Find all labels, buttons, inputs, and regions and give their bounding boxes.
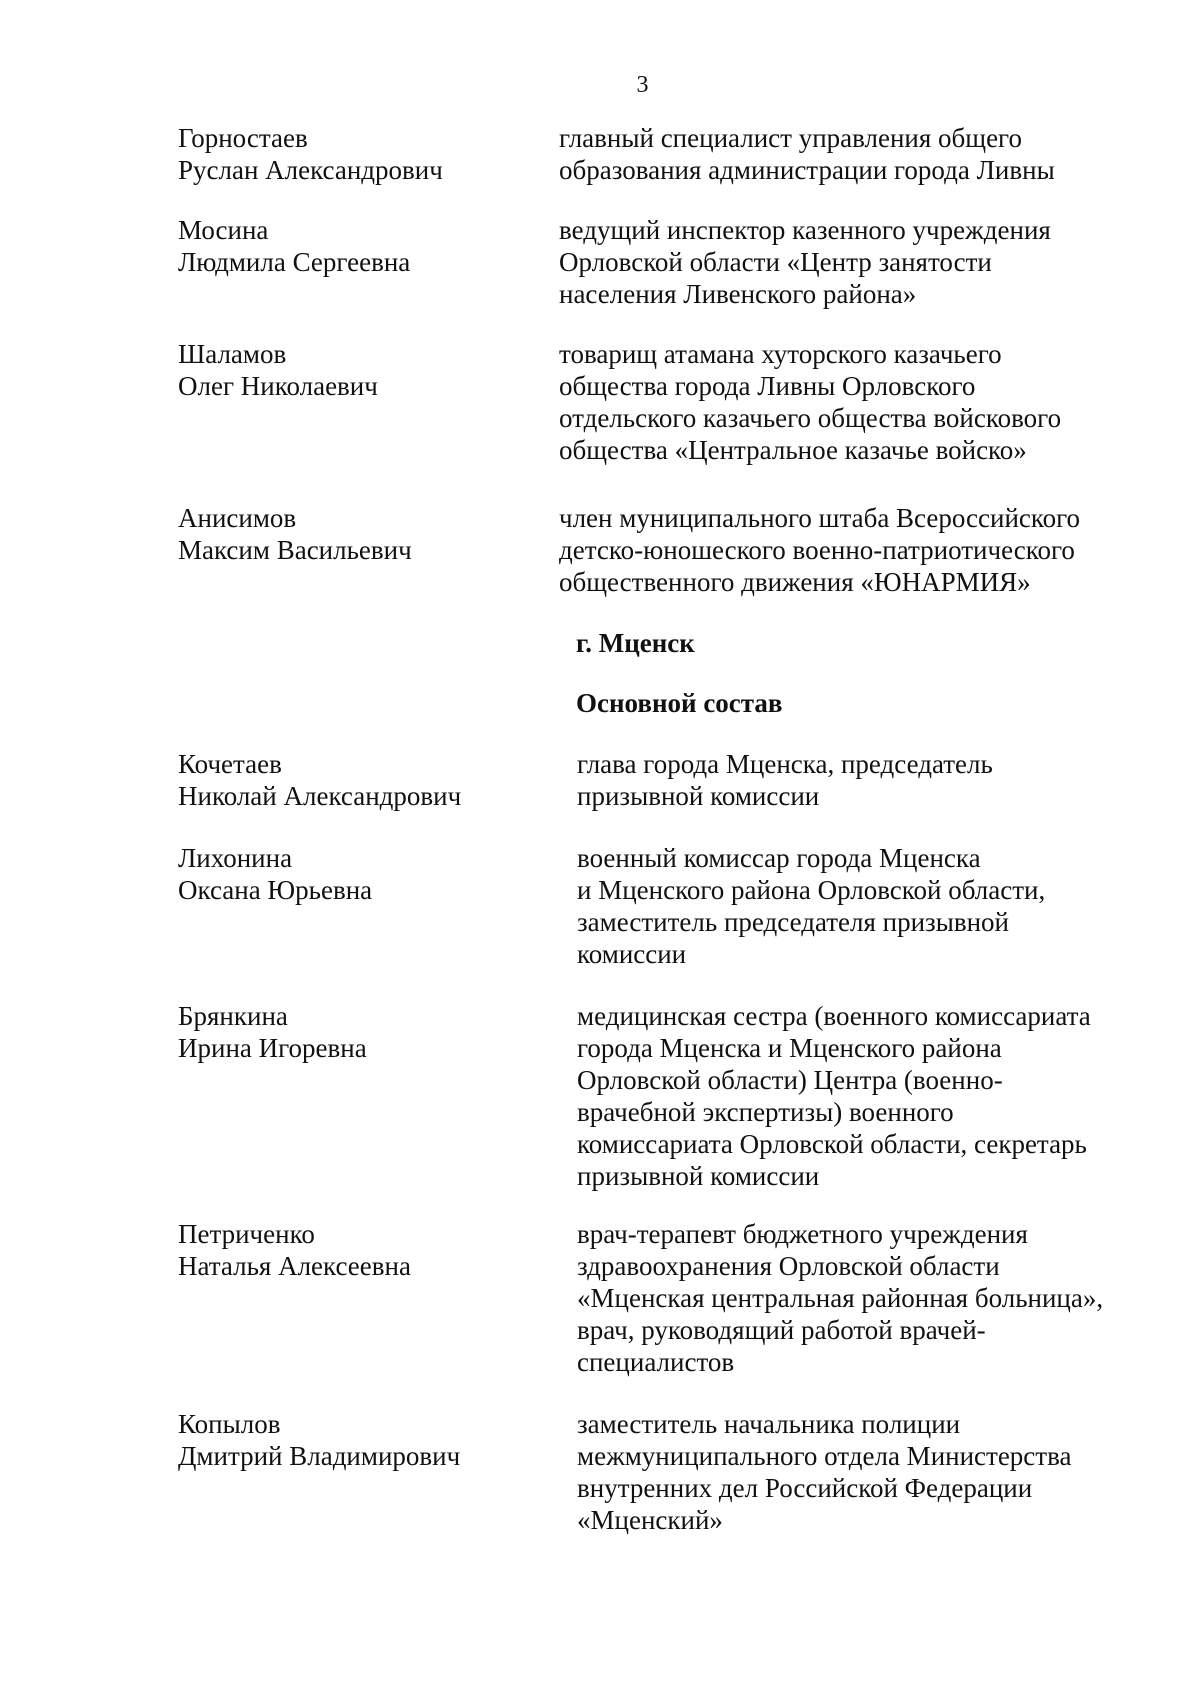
member-role	[559, 122, 1159, 186]
role-line: отдельского казачьего общества войскового	[559, 403, 1062, 433]
role-line: общества «Центральное казачье войско»	[559, 435, 1027, 465]
role-line: специалистов	[577, 1347, 735, 1377]
member-name	[178, 1000, 538, 1064]
member-given-names: Дмитрий Владимирович	[178, 1441, 461, 1471]
member-surname: Анисимов	[178, 503, 297, 533]
member-given-names: Максим Васильевич	[178, 535, 412, 565]
member-role	[577, 842, 1177, 970]
role-line: заместитель председателя призывной	[577, 907, 1009, 937]
role-line: населения Ливенского района»	[559, 279, 917, 309]
member-surname: Шаламов	[178, 339, 287, 369]
member-surname: Брянкина	[178, 1001, 288, 1031]
role-line: внутренних дел Российской Федерации	[577, 1473, 1033, 1503]
role-line: межмуниципального отдела Министерства	[577, 1441, 1072, 1471]
member-role	[577, 1000, 1177, 1192]
role-line: ведущий инспектор казенного учреждения	[559, 215, 1051, 245]
member-role	[577, 1408, 1177, 1536]
role-line: детско-юношеского военно-патриотического	[559, 535, 1075, 565]
role-line: главный специалист управления общего	[559, 123, 1022, 153]
section-subtitle-heading: Основной состав	[576, 688, 783, 718]
role-line: Орловской области «Центр занятости	[559, 247, 992, 277]
role-line: общественного движения «ЮНАРМИЯ»	[559, 567, 1031, 597]
role-line: здравоохранения Орловской области	[577, 1251, 1000, 1281]
member-name	[178, 1408, 538, 1472]
member-given-names: Николай Александрович	[178, 781, 462, 811]
page-number: 3	[636, 72, 649, 98]
role-line: врач, руководящий работой врачей-	[577, 1315, 986, 1345]
role-line: медицинская сестра (военного комиссариата	[577, 1001, 1091, 1031]
role-line: призывной комиссии	[577, 781, 820, 811]
member-surname: Горностаев	[178, 123, 308, 153]
member-surname: Мосина	[178, 215, 269, 245]
member-name	[178, 214, 538, 278]
member-surname: Лихонина	[178, 843, 293, 873]
role-line: «Мценская центральная районная больница»,	[577, 1283, 1104, 1313]
member-role	[559, 214, 1159, 310]
role-line: глава города Мценска, председатель	[577, 749, 993, 779]
member-surname: Копылов	[178, 1409, 281, 1439]
member-name	[178, 338, 538, 402]
role-line: заместитель начальника полиции	[577, 1409, 961, 1439]
member-name	[178, 122, 538, 186]
member-given-names: Ирина Игоревна	[178, 1033, 367, 1063]
member-given-names: Наталья Алексеевна	[178, 1251, 411, 1281]
member-given-names: Оксана Юрьевна	[178, 875, 373, 905]
role-line: Орловской области) Центра (военно-	[577, 1065, 1003, 1095]
member-name	[178, 748, 538, 812]
role-line: товарищ атамана хуторского казачьего	[559, 339, 1002, 369]
role-line: врач-терапевт бюджетного учреждения	[577, 1219, 1028, 1249]
role-line: член муниципального штаба Всероссийского	[559, 503, 1081, 533]
role-line: общества города Ливны Орловского	[559, 371, 976, 401]
member-given-names: Руслан Александрович	[178, 155, 443, 185]
member-name	[178, 1218, 538, 1282]
member-name	[178, 842, 538, 906]
role-line: «Мценский»	[577, 1505, 723, 1535]
role-line: комиссариата Орловской области, секретарь	[577, 1129, 1087, 1159]
member-given-names: Людмила Сергеевна	[178, 247, 411, 277]
member-surname: Петриченко	[178, 1219, 315, 1249]
role-line: и Мценского района Орловской области,	[577, 875, 1046, 905]
role-line: образования администрации города Ливны	[559, 155, 1055, 185]
member-role	[559, 338, 1159, 466]
member-role	[559, 502, 1159, 598]
member-surname: Кочетаев	[178, 749, 282, 779]
member-name	[178, 502, 538, 566]
role-line: врачебной экспертизы) военного	[577, 1097, 954, 1127]
section-city-heading: г. Мценск	[576, 628, 695, 658]
role-line: военный комиссар города Мценска	[577, 843, 981, 873]
member-role	[577, 748, 1177, 812]
member-role	[577, 1218, 1177, 1378]
role-line: комиссии	[577, 939, 687, 969]
member-given-names: Олег Николаевич	[178, 371, 378, 401]
role-line: города Мценска и Мценского района	[577, 1033, 1002, 1063]
role-line: призывной комиссии	[577, 1161, 820, 1191]
